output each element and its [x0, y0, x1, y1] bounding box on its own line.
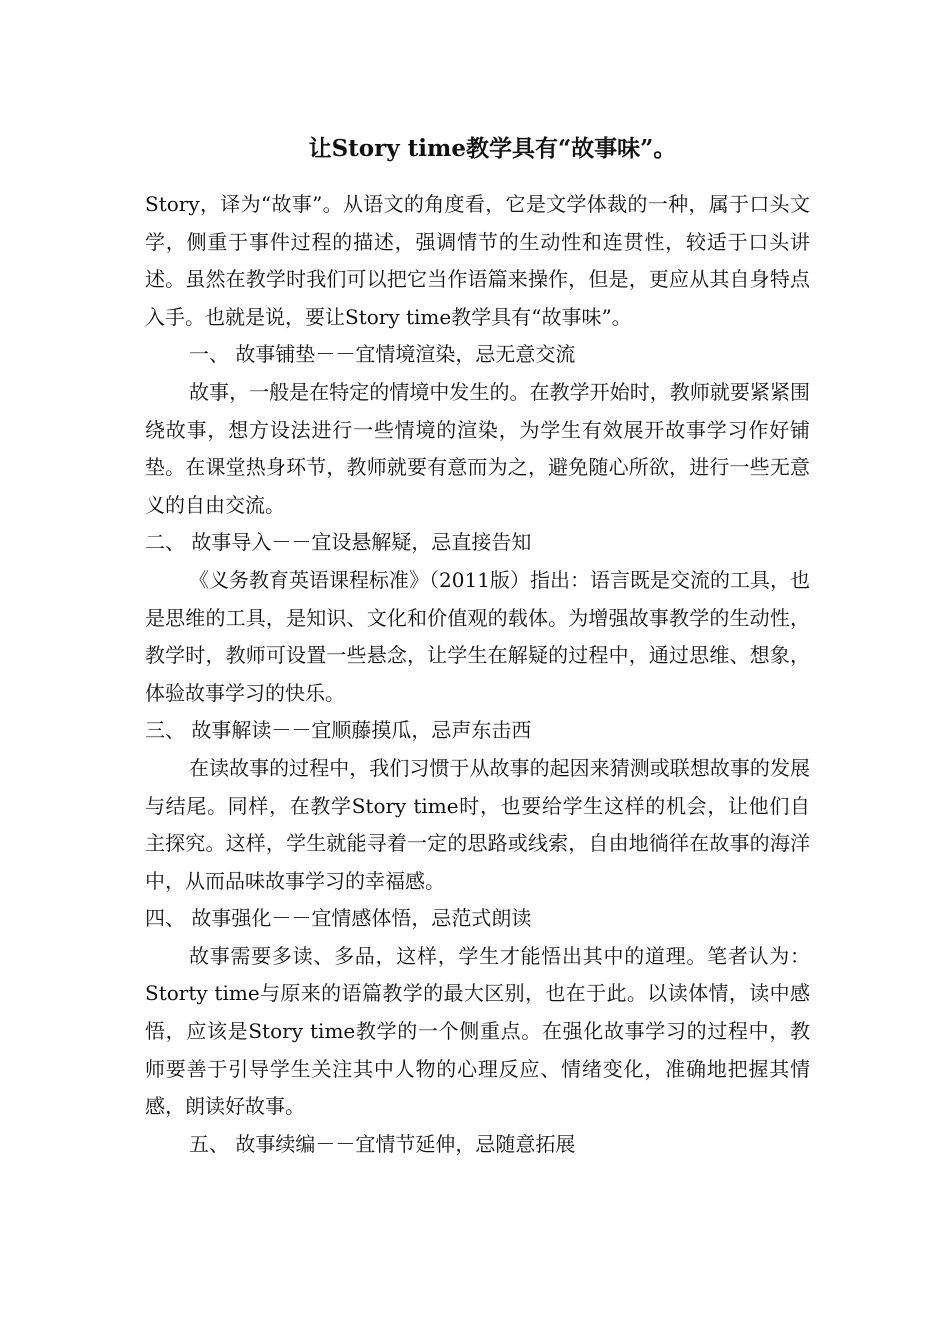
section-heading-3: 三、 故事解读－－宜顺藤摸瓜，忌声东击西 — [145, 718, 532, 743]
section-body-3: 在读故事的过程中，我们习惯于从故事的起因来猜测或联想故事的发展与结尾。同样，在教学Story time时，也要给学生这样的机会，让他们自主探究。这样，学生就能寻着一定的思路或线索，自由地徜徉在故事的海洋中，从而品味故事学习的幸福感。 — [145, 755, 810, 893]
section-heading-2: 二、 故事导入－－宜设悬解疑，忌直接告知 — [145, 530, 532, 555]
document-title: 让Story time教学具有“故事味”。 — [308, 135, 677, 162]
section-body-4: 故事需要多读、多品，这样，学生才能悟出其中的道理。笔者认为：Storty time与原来的语篇教学的最大区别，也在于此。以读体情，读中感悟，应该是Story time教学的一个侧重点。在强化故事学习的过程中，教师要善于引导学生关注其中人物的心理反应、情绪变化，准确地把握其情感，朗读好故事。 — [145, 943, 810, 1119]
section-body-2: 《义务教育英语课程标准》（2011版）指出：语言既是交流的工具，也是思维的工具，是知识、文化和价值观的载体。为增强故事教学的生动性，教学时，教师可设置一些悬念，让学生在解疑的过程中，通过思维、想象，体验故事学习的快乐。 — [145, 567, 810, 705]
intro-paragraph: Story，译为“故事”。从语文的角度看，它是文学体裁的一种，属于口头文学，侧重于事件过程的描述，强调情节的生动性和连贯性，较适于口头讲述。虽然在教学时我们可以把它当作语篇来操作，但是，更应从其自身特点入手。也就是说，要让Story time教学具有“故事味”。 — [145, 192, 810, 329]
section-heading-5: 五、 故事续编－－宜情节延伸，忌随意拓展 — [189, 1131, 576, 1156]
document-page — [145, 130, 810, 1163]
section-heading-1: 一、 故事铺垫－－宜情境渲染，忌无意交流 — [189, 342, 576, 367]
section-heading-4: 四、 故事强化－－宜情感体悟，忌范式朗读 — [145, 906, 532, 931]
section-body-1: 故事，一般是在特定的情境中发生的。在教学开始时，教师就要紧紧围绕故事，想方设法进行一些情境的渲染，为学生有效展开故事学习作好铺垫。在课堂热身环节，教师就要有意而为之，避免随心所欲，进行一些无意义的自由交流。 — [145, 379, 810, 517]
